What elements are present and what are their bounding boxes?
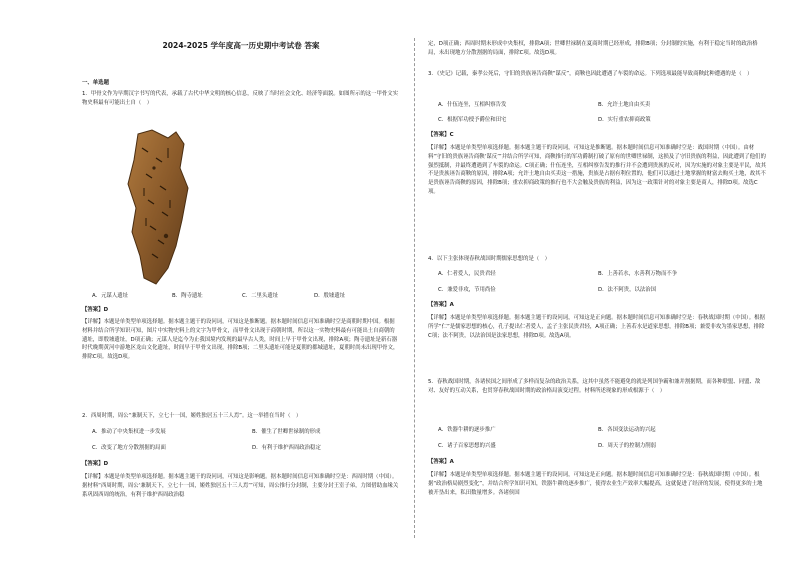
q2-stem: 2．西周时期，周公“兼制天下，立七十一国，姬姓独居五十三人焉”。这一举措在当时（ ） [82,413,302,419]
q1-stem: 1．甲骨文作为早期汉字书写的代表，承载了古代中华文明的核心信息，反映了当时社会文化、经济等面貌。如图所示的这一甲骨文实物史料最有可能出土自（ ） [82,91,399,106]
q2-answer: 【答案】D [82,461,109,467]
q2-option-d: D．有利于维护西周政治稳定 [252,445,321,451]
q5-answer: 【答案】A [428,459,454,465]
q4-answer: 【答案】A [428,302,454,308]
q1-detail: 【详解】本题是单类型单项选择题。据本题主题干的设问词，可知这是推断题。据本题时间信息可知准确时空是商朝时期中国。根据材料并结合所学知识可知，图片中实物史料上的文字为甲骨文，而甲骨文出现于商朝时期，所以这一实物史料最有可能出土自商朝的遗址，即殷墟遗址，D项正确；元谋人是迄今为止我国境内发现的最早古人类，时间上早于甲骨文出现，排除A项；陶寺遗址是新石器时代晚期黄河中游地区龙山文化遗址，时间早于甲骨文出现，排除B项；二里头遗址可能是夏朝的都城遗址，夏朝时尚未出现甲骨文，排除C项。故选D项。 [82,319,399,360]
q4-option-d: D．法不阿贵，以法治国 [598,287,657,293]
q2-detail-continued: 定，D项正确；西周时期未形成中央集权，排除A项；世卿世禄制在夏商时期已经形成，排除B项；分封制的实施，有利于稳定当时的政治格局，未出现地方分散割据的局面，排除C项。故选D项。 [428,41,758,56]
q4-stem: 4．以下主张体现春秋战国时期儒家思想的是（ ） [428,256,551,262]
q3-detail: 【详解】本题是单类型单项选择题。据本题主题干的设问词，可知这是推断题。据本题时间信息可知准确时空是：战国时期（中国）。由材料“守旧的贵族诬告商鞅‘谋反’”并结合所学可知，商鞅推行的军功爵制打破了原有的世卿世禄制，这损及了守旧贵族的利益，因此遭到了他们的强烈抵制，并最终遭遇到了车裂的命运。C项正确；什伍连坐，互相纠察告发的推行并不会遭到贵族的反对，因为实施的对象主要是平民，故其不是贵族诬告商鞅的原因，排除A项；允许土地自由买卖这一措施，贵族是占据有利位置的，他们可以通过土地掌握的财富去购买土地，故其不是贵族诬告商鞅的原因，排除B项；重农抑商政策的推行也不大会触及贵族的利益，因为这一政策针对的对象主要是商人，排除D项。故选C项。 [428,145,766,195]
q4-option-a: A．仁者爱人，民贵君轻 [438,271,496,277]
q3-stem: 3．《史记》记载，秦孝公死后，守旧的贵族诬告商鞅“谋反”，商鞅也因此遭遇了车裂的命运。下列选项最能导致商鞅此种遭遇的是（ ） [428,71,753,77]
q4-detail: 【详解】本题是单类型单项选择题。据本题主题干的设问词，可知这是正向题。据本题时间信息可知准确时空是：春秋战国时期（中国）。根据所学“仁”是儒家思想的核心，孔子提出仁者爱人，孟子主张民贵君轻，A项正确；上善若水是道家思想，排除B项；兼爱非攻为墨家思想，排除C项；法不阿贵，以法治国是法家思想，排除D项。故选A项。 [428,315,765,339]
q1-option-b: B．陶寺遗址 [172,293,203,299]
q2-detail: 【详解】本题是单类型单项选择题。据本题主题干的设问词，可知这是影响题。据本题时间信息可知准确时空是：西周时期（中国）。据材料“西周时期，周公‘兼制天下，立七十一国，姬姓独居五十三人焉’”可知，周公推行分封制，主要分封王室子弟，力图借助血缘关系巩固西周的统治，有利于维护西周政治稳 [82,474,399,498]
q3-option-a: A．什伍连坐，互相纠察告发 [438,102,507,108]
q1-option-a: A．元谋人遗址 [92,293,129,299]
q5-option-a: A．铁器牛耕的逐步推广 [438,427,496,433]
q5-option-b: B．各国变法运动的兴起 [598,427,656,433]
q1-answer: 【答案】D [82,307,109,313]
q4-option-c: C．兼爱非攻，节用尚俭 [438,287,496,293]
q5-stem: 5．春秋战国时期，各诸侯国之间形成了多样而复杂的政治关系，这其中虽然不能避免的就是列国争霸和兼并割据期，而各种联盟、同盟、敌对、友好的互动关系，也贯穿春秋战国时期的政治格局演变过程。材料所述现象的形成根源于（ ） [428,379,761,394]
section-heading: 一、单选题 [82,80,109,86]
q3-option-b: B．允许土地自由买卖 [598,102,651,108]
page-title: 2024-2025 学年度高一历史期中考试卷 答案 [162,41,320,50]
q3-answer: 【答案】C [428,132,454,138]
q3-option-d: D．实行重农抑商政策 [598,117,651,123]
q2-option-c: C．改变了地方分散割据的局面 [92,445,166,451]
oracle-bone-image [118,128,198,288]
q5-option-d: D．周天子的控制力削弱 [598,443,657,449]
column-divider [414,38,415,538]
q1-option-d: D．殷墟遗址 [314,293,346,299]
q2-option-b: B．催生了世卿世禄制的形成 [252,429,321,435]
q1-option-c: C．二里头遗址 [242,293,279,299]
q5-option-c: C．诸子百家思想的兴盛 [438,443,496,449]
q5-detail: 【详解】本题是单类型单项选择题。据本题主题干的设问词，可知这是正向题。据本题时间信息可知准确时空是：春秋战国时期（中国）。根据“政治格局剧烈变化”，并结合所学知识可知，铁器牛耕的逐步推广，使得农业生产效率大幅提高，这就促进了经济的发展，使得更多的土地被开垦出来，私田数量增多。各诸侯国 [428,472,763,496]
q3-option-c: C．根据军功授予爵位和田宅 [438,117,507,123]
q2-option-a: A．推动了中央集权进一步发展 [92,429,166,435]
q4-option-b: B．上善若水，水善利万物而不争 [598,271,678,277]
